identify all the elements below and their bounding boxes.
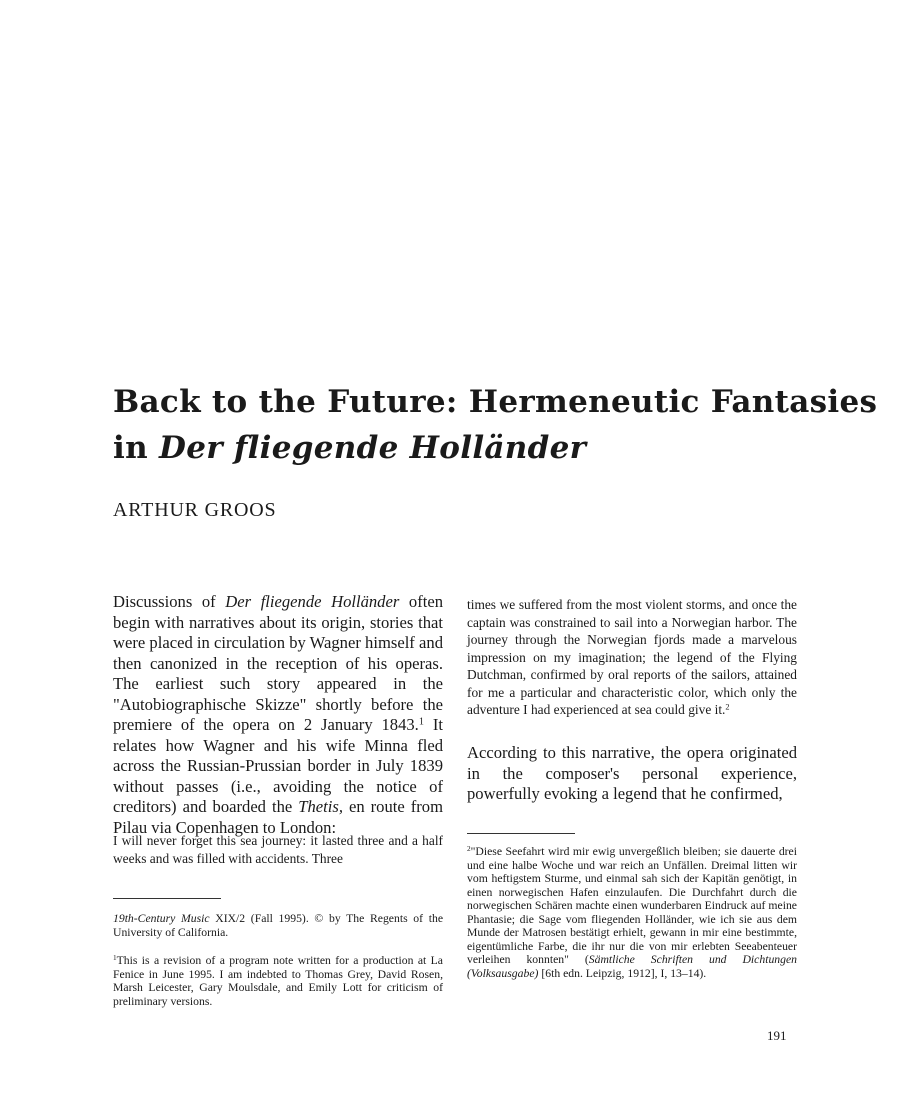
article-title-line-2 xyxy=(113,430,586,466)
journal-credit-footnote: 19th-Century Music XIX/2 (Fall 1995). © by The Regents of the University of California. xyxy=(113,912,444,939)
footnote-2: $^2$"Diese Seefahrt wird mir ewig unvergeßlich bleiben; sie dauerte drei und eine halbe Woche und war reich an Unfällen. Dreimal litten wir vom heftigstem Sturme, und einmal sah sich der Kapitän genötigt, in einen norwegischen Hafen einzulaufen. Die Durchfahrt durch die norwegischen Schären machte einen wunderbaren Eindruck auf meine Phantasie; die Sage vom fliegenden Holländer, wie ich sie aus dem Munde der Matrosen bestätigt erhielt, gewann in mir eine bestimmte, eigentümliche Farbe, die ihr nur die von mir erlebten Seeabenteuer verleihen konnten" (Sämtliche Schriften und Dichtungen (Volksausgabe) [6th edn. Leipzig, 1912], I, 13–14). xyxy=(467,845,798,980)
author-name: ARTHUR GROOS xyxy=(113,499,277,521)
footnote-1: $^1$This is a revision of a program note written for a production at La Fenice in June 1995. I am indebted to Thomas Grey, David Rosen, Marsh Leicester, Gary Moulsdale, and Emily Lott for criticism of preliminary versions. xyxy=(113,954,443,1008)
footnote-rule-right xyxy=(467,833,575,834)
footnote-ref-2[interactable]: 2 xyxy=(725,702,730,712)
left-column xyxy=(113,592,443,838)
block-quote-start: I will never forget this sea journey: it lasted three and a half weeks and was filled with accidents. Three xyxy=(113,833,443,866)
footnote-2-number: 2 xyxy=(467,845,471,854)
intro-paragraph: Discussions of Der fliegende Holländer often begin with narratives about its origin, stories that were placed in circulation by Wagner himself and then canonized in the reception of his operas. The earliest such story appeared in the "Autobiographische Skizze" shortly before the premiere of the opera on 2 January 1843.$^1$ It relates how Wagner and his wife Minna fled across the Russian-Prussian border in July 1839 without passes (i.e., avoiding the notice of creditors) and boarded the Thetis, en route from Pilau via Copenhagen to London: xyxy=(113,592,443,837)
page-number: 191 xyxy=(767,1028,787,1043)
footnote-ref-1[interactable]: 1 xyxy=(418,716,424,728)
title-opera-name: Der fliegende Holländer xyxy=(159,430,587,466)
title-prefix: in xyxy=(113,430,160,466)
article-title-line-1: Back to the Future: Hermeneutic Fantasies xyxy=(113,384,878,420)
footnote-rule-left xyxy=(113,898,221,899)
block-quote-continued: times we suffered from the most violent storms, and once the captain was constrained to sail into a Norwegian harbor. The journey through the Norwegian fjords made a marvelous impression on my imagination; the legend of the Flying Dutchman, confirmed by oral reports of the sailors, attained for me a particular and characteristic color, which only the adventure I had experienced at sea could give it.$^2$ xyxy=(467,597,797,717)
footnote-1-number: 1 xyxy=(113,954,117,963)
narrative-paragraph: According to this narrative, the opera originated in the composer's personal experience, powerfully evoking a legend that he confirmed, xyxy=(467,743,797,803)
